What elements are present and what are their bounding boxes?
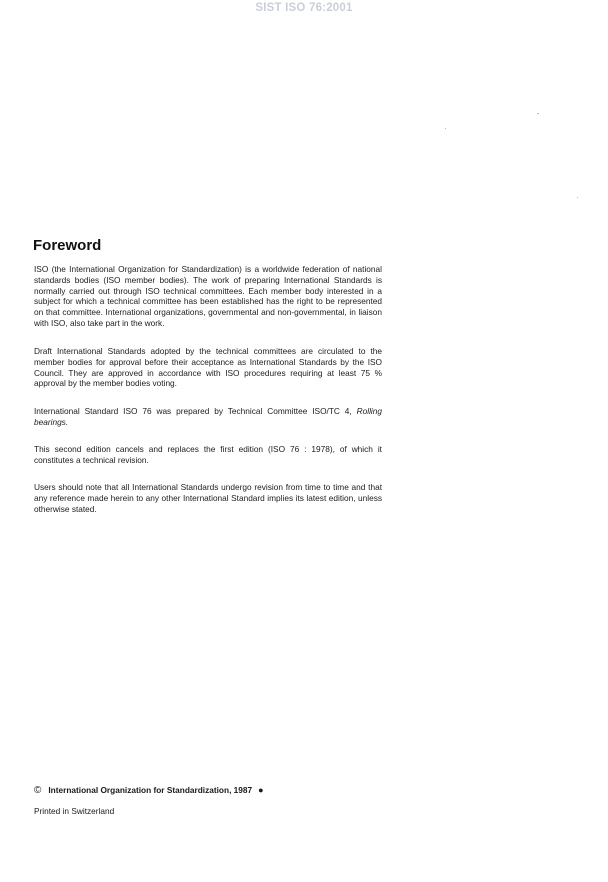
printed-in: Printed in Switzerland: [34, 806, 115, 816]
foreword-paragraph-3: [34, 406, 382, 428]
scan-speck: [537, 113, 539, 114]
copyright-line: [34, 785, 264, 796]
foreword-paragraph-2: Draft International Standards adopted by the technical committees are circulated to the member bodies for approval before their acceptance as International Standards by the ISO Council. They are approved in accordance with ISO procedures requiring at least 75 % approval by the member bodies voting.: [34, 346, 382, 389]
committee-statement: International Standard ISO 76 was prepared by Technical Committee ISO/TC 4,: [34, 406, 352, 416]
foreword-paragraph-5: Users should note that all International Standards undergo revision from time to time and that any reference made herein to any other International Standard implies its latest edition, unless otherwise stated.: [34, 482, 382, 514]
committee-title: Rolling bearings.: [34, 406, 382, 427]
scan-speck: [445, 128, 446, 129]
foreword-paragraph-4: This second edition cancels and replaces the first edition (ISO 76 : 1978), of which it constitutes a technical revision.: [34, 444, 382, 465]
foreword-paragraph-1: ISO (the International Organization for Standardization) is a worldwide federation of national standards bodies (ISO member bodies). The work of preparing International Standards is normally carried out through ISO technical committees. Each member body interested in a subject for which a technical committee has been established has the right to be represented on that committee. International organizations, governmental and non-governmental, in liaison with ISO, also take part in the work.: [34, 264, 382, 328]
copyright-icon: ©: [34, 785, 42, 796]
copyright-text: International Organization for Standardization, 1987: [48, 785, 253, 795]
watermark: SIST ISO 76:2001: [255, 2, 353, 14]
bullet-icon: ●: [258, 785, 264, 795]
scan-speck: [577, 197, 578, 198]
foreword-heading: Foreword: [33, 237, 102, 254]
